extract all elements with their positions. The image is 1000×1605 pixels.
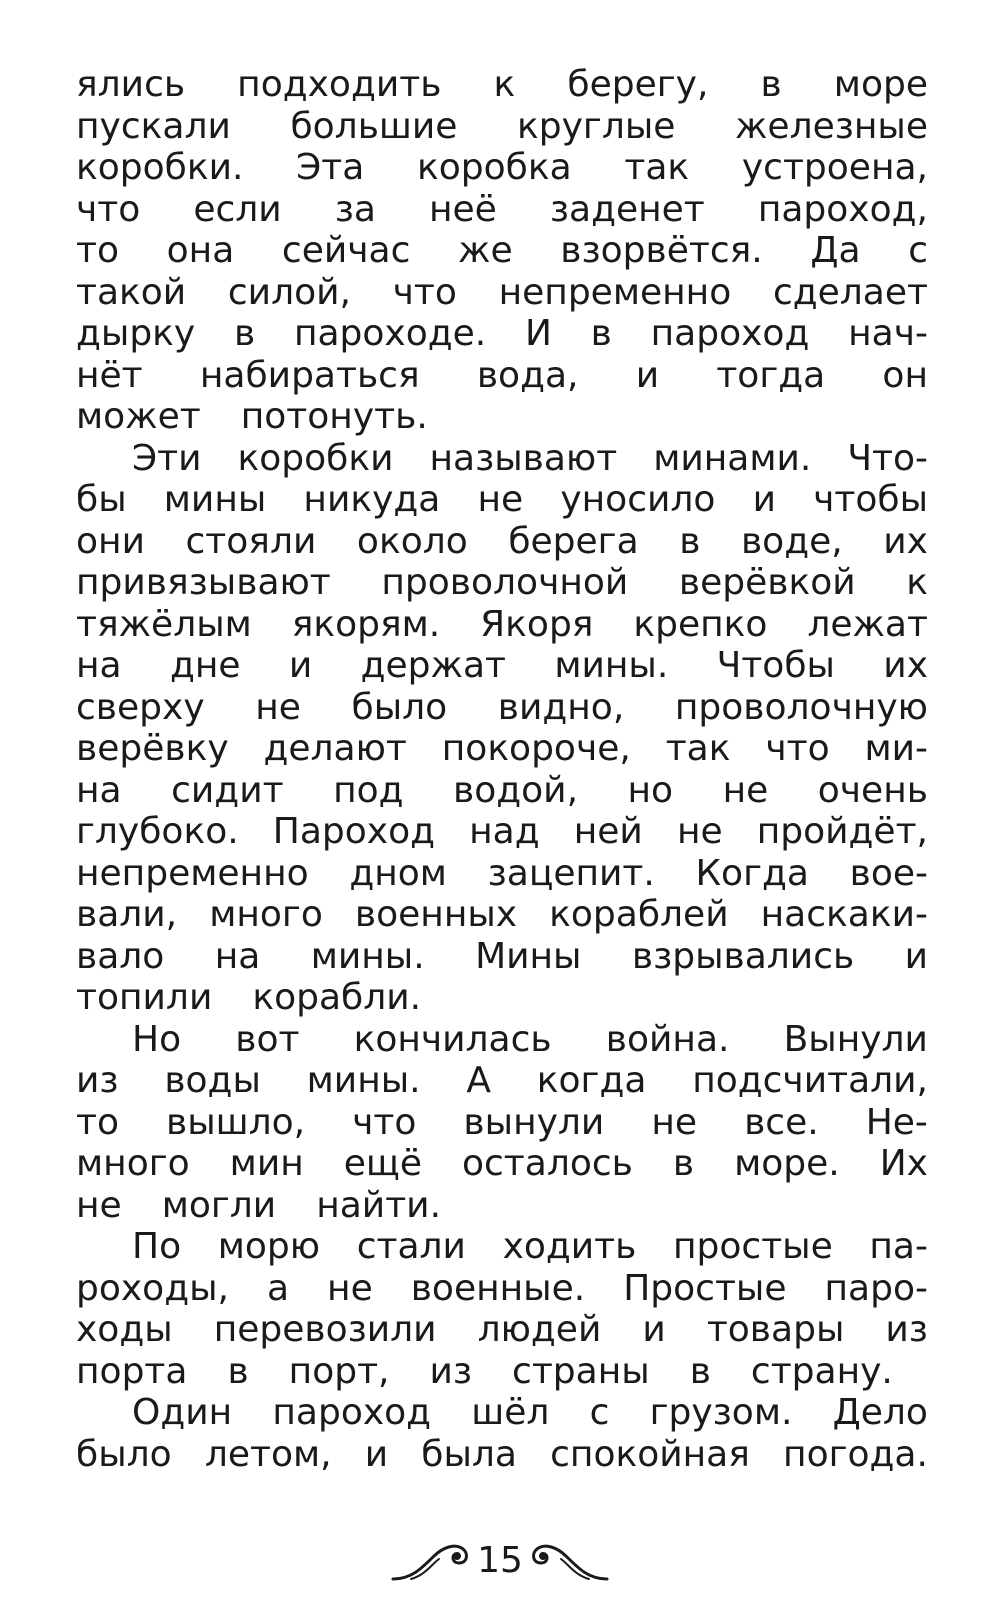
word: пароход,	[757, 188, 928, 230]
word: якорям.	[291, 603, 441, 645]
word: на	[76, 645, 122, 686]
page-text	[76, 64, 928, 1475]
word: вынули	[463, 1101, 605, 1143]
word: И	[524, 313, 552, 354]
word: тогда	[716, 354, 826, 396]
word: паро-	[824, 1267, 928, 1309]
word: глубоко.	[76, 811, 239, 852]
word: за	[334, 188, 376, 230]
word: минами.	[653, 437, 812, 479]
word: перевозили	[213, 1309, 437, 1350]
word: вот	[235, 1018, 300, 1060]
word: то	[76, 230, 119, 271]
word: простые	[673, 1226, 833, 1267]
word: Когда	[695, 852, 809, 894]
word: нёт	[76, 354, 143, 396]
text-line	[76, 1351, 928, 1393]
word: около	[356, 520, 468, 562]
word: вали,	[76, 894, 178, 935]
word: не	[255, 686, 301, 728]
word: много	[76, 1143, 190, 1184]
word: на	[214, 935, 261, 977]
word: Пароход	[272, 811, 436, 852]
word: стали	[356, 1226, 466, 1267]
text-line	[76, 1185, 928, 1227]
word: чтобы	[813, 479, 928, 520]
word: мины.	[554, 645, 669, 686]
word: делают	[263, 728, 407, 769]
word: в	[590, 313, 612, 354]
word: в	[227, 1350, 249, 1392]
word: людей	[477, 1309, 602, 1350]
word: Один	[132, 1392, 233, 1433]
word: пускали	[76, 105, 231, 147]
word: такой	[76, 271, 187, 313]
word: Простые	[623, 1267, 787, 1309]
text-line	[76, 770, 928, 812]
word: дне	[169, 645, 241, 686]
text-line	[76, 811, 928, 853]
word: лежат	[807, 603, 928, 645]
word: кончилась	[353, 1018, 552, 1060]
word: Их	[879, 1143, 928, 1184]
word: заденет	[549, 188, 705, 230]
word: к	[493, 64, 516, 105]
text-line	[76, 894, 928, 936]
word: взорвётся.	[560, 230, 763, 271]
text-line	[76, 687, 928, 729]
word: была	[421, 1433, 517, 1475]
word: покороче,	[441, 728, 631, 769]
text-line	[76, 604, 928, 646]
word: к	[906, 562, 928, 603]
word: когда	[536, 1060, 647, 1101]
word: пройдёт,	[756, 811, 928, 852]
word: проволочную	[674, 686, 928, 728]
word: подходить	[237, 64, 442, 105]
word: не	[651, 1101, 698, 1143]
word: Дело	[832, 1392, 928, 1433]
word: с	[589, 1392, 610, 1433]
word: мин	[229, 1143, 304, 1184]
word: По	[132, 1226, 182, 1267]
word: море.	[734, 1143, 840, 1184]
word: пароходе.	[293, 313, 487, 354]
word: сидит	[171, 769, 284, 811]
word: могли	[161, 1184, 277, 1226]
word: военные.	[410, 1267, 586, 1309]
word: стояли	[185, 520, 317, 562]
text-line	[76, 189, 928, 231]
text-line	[76, 438, 928, 480]
text-line	[76, 1392, 928, 1434]
word: порт,	[288, 1350, 390, 1392]
text-line	[76, 853, 928, 895]
word: что	[76, 188, 141, 230]
word: вышло,	[166, 1101, 306, 1143]
word: вое-	[849, 852, 928, 894]
word: очень	[817, 769, 928, 811]
word: вало	[76, 935, 165, 977]
word: летом,	[204, 1433, 332, 1475]
word: сейчас	[281, 230, 411, 271]
word: кораблей	[549, 894, 729, 935]
word: если	[193, 188, 282, 230]
word: коробки	[237, 437, 394, 479]
word: морю	[217, 1226, 321, 1267]
word: па-	[869, 1226, 928, 1267]
text-line	[76, 1143, 928, 1185]
word: было	[76, 1433, 172, 1475]
word: под	[333, 769, 404, 811]
word: было	[351, 686, 448, 728]
word: верёвку	[76, 728, 229, 769]
word: мины.	[306, 1060, 421, 1101]
word: силой,	[227, 271, 351, 313]
word: шёл	[471, 1392, 550, 1433]
word: топили	[76, 977, 213, 1018]
word: нач-	[848, 313, 928, 354]
text-line	[76, 396, 928, 438]
word: пароход	[272, 1392, 432, 1433]
word: ходить	[502, 1226, 637, 1267]
text-line	[76, 977, 928, 1019]
word: все.	[744, 1101, 819, 1143]
word: море	[833, 64, 928, 105]
text-line	[76, 562, 928, 604]
word: называют	[429, 437, 618, 479]
word: видно,	[497, 686, 625, 728]
text-line	[76, 1268, 928, 1310]
text-line	[76, 313, 928, 355]
word: никуда	[303, 479, 441, 520]
word: в	[233, 313, 256, 354]
word: Чтобы	[716, 645, 835, 686]
word: держат	[360, 645, 506, 686]
text-line	[76, 106, 928, 148]
word: спокойная	[550, 1433, 750, 1475]
word: Вынули	[783, 1018, 928, 1060]
word: и	[642, 1309, 666, 1350]
word: и	[752, 479, 776, 520]
word: взрывались	[631, 935, 855, 977]
word: мины	[163, 479, 267, 520]
word: погода.	[783, 1433, 928, 1475]
word: большие	[290, 105, 458, 147]
word: в	[760, 64, 782, 105]
text-line	[76, 1226, 928, 1268]
word: Эти	[132, 437, 202, 479]
word: проволочной	[381, 562, 629, 603]
word: неё	[428, 188, 497, 230]
word: но	[627, 769, 674, 811]
text-line	[76, 1309, 928, 1351]
word: их	[883, 645, 928, 686]
word: коробка	[417, 147, 572, 188]
word: грузом.	[649, 1392, 793, 1433]
word: она	[166, 230, 235, 271]
word: в	[672, 1143, 695, 1184]
text-line	[76, 728, 928, 770]
word: осталось	[461, 1143, 633, 1184]
word: бы	[76, 479, 127, 520]
word: ялись	[76, 64, 186, 105]
word: порта	[76, 1350, 188, 1392]
word: Что-	[847, 437, 928, 479]
word: верёвкой	[678, 562, 856, 603]
word: ходы	[76, 1309, 173, 1350]
word: Эта	[296, 147, 365, 188]
word: же	[458, 230, 513, 271]
word: пароход	[650, 313, 810, 354]
flourish-right-icon	[529, 1539, 609, 1583]
word: в	[689, 1350, 711, 1392]
word: так	[624, 147, 690, 188]
word: не	[327, 1267, 373, 1309]
word: он	[882, 354, 928, 396]
word: зацепит.	[487, 852, 655, 894]
text-line	[76, 1019, 928, 1061]
word: с	[908, 230, 928, 271]
text-line	[76, 1060, 928, 1102]
word: из	[429, 1350, 473, 1392]
word: берегу,	[567, 64, 709, 105]
word: наскаки-	[760, 894, 928, 935]
word: война.	[605, 1018, 730, 1060]
word: и	[288, 645, 313, 686]
word: Не-	[865, 1101, 928, 1143]
word: и	[364, 1433, 389, 1475]
word: тяжёлым	[76, 603, 252, 645]
text-line	[76, 479, 928, 521]
word: непременно	[498, 271, 732, 313]
word: берега	[508, 520, 639, 562]
word: сделает	[772, 271, 928, 313]
word: не	[76, 1184, 122, 1226]
word: страну.	[750, 1350, 893, 1392]
word: водой,	[453, 769, 579, 811]
word: Якоря	[480, 603, 594, 645]
word: в	[679, 520, 701, 562]
word: железные	[735, 105, 928, 147]
word: дном	[349, 852, 447, 894]
word: может	[76, 396, 201, 437]
word: из	[76, 1060, 119, 1101]
word: потонуть.	[240, 396, 428, 437]
text-line	[76, 521, 928, 563]
word: то	[76, 1101, 119, 1143]
word: мины.	[310, 935, 425, 977]
flourish-left-icon	[391, 1539, 471, 1583]
word: привязывают	[76, 562, 331, 603]
text-line	[76, 1102, 928, 1144]
word: роходы,	[76, 1267, 229, 1309]
word: дырку	[76, 313, 196, 354]
word: товары	[706, 1309, 845, 1350]
word: найти.	[316, 1184, 442, 1226]
word: непременно	[76, 852, 309, 894]
word: не	[722, 769, 769, 811]
word: что	[352, 1101, 417, 1143]
text-line	[76, 645, 928, 687]
word: круглые	[517, 105, 676, 147]
word: военных	[354, 894, 518, 935]
page-number: 15	[477, 1540, 523, 1581]
word: не	[477, 479, 524, 520]
word: их	[883, 520, 928, 562]
word: страны	[512, 1350, 650, 1392]
word: и	[635, 354, 660, 396]
word: подсчитали,	[692, 1060, 928, 1101]
word: устроена,	[741, 147, 928, 188]
text-line	[76, 936, 928, 978]
word: так	[665, 728, 731, 769]
word: ми-	[864, 728, 928, 769]
word: уносило	[560, 479, 716, 520]
text-line	[76, 1434, 928, 1476]
word: Да	[810, 230, 861, 271]
word: вода,	[476, 354, 579, 396]
word: крепко	[633, 603, 768, 645]
text-line	[76, 272, 928, 314]
text-line	[76, 64, 928, 106]
word: набираться	[199, 354, 420, 396]
word: а	[266, 1267, 290, 1309]
word: воды	[164, 1060, 261, 1101]
word: не	[676, 811, 723, 852]
text-line	[76, 230, 928, 272]
page-footer	[0, 1536, 1000, 1586]
word: ещё	[343, 1143, 422, 1184]
word: много	[209, 894, 323, 935]
word: и	[904, 935, 928, 977]
word: корабли.	[252, 977, 422, 1018]
word: Но	[132, 1018, 182, 1060]
text-line	[76, 355, 928, 397]
word: А	[466, 1060, 492, 1101]
word: что	[392, 271, 457, 313]
word: из	[885, 1309, 928, 1350]
word: над	[469, 811, 540, 852]
text-line	[76, 147, 928, 189]
word: сверху	[76, 686, 205, 728]
word: что	[765, 728, 830, 769]
word: Мины	[475, 935, 582, 977]
word: на	[76, 769, 122, 811]
word: коробки.	[76, 147, 244, 188]
word: воде,	[740, 520, 843, 562]
word: ней	[573, 811, 643, 852]
word: они	[76, 520, 145, 562]
